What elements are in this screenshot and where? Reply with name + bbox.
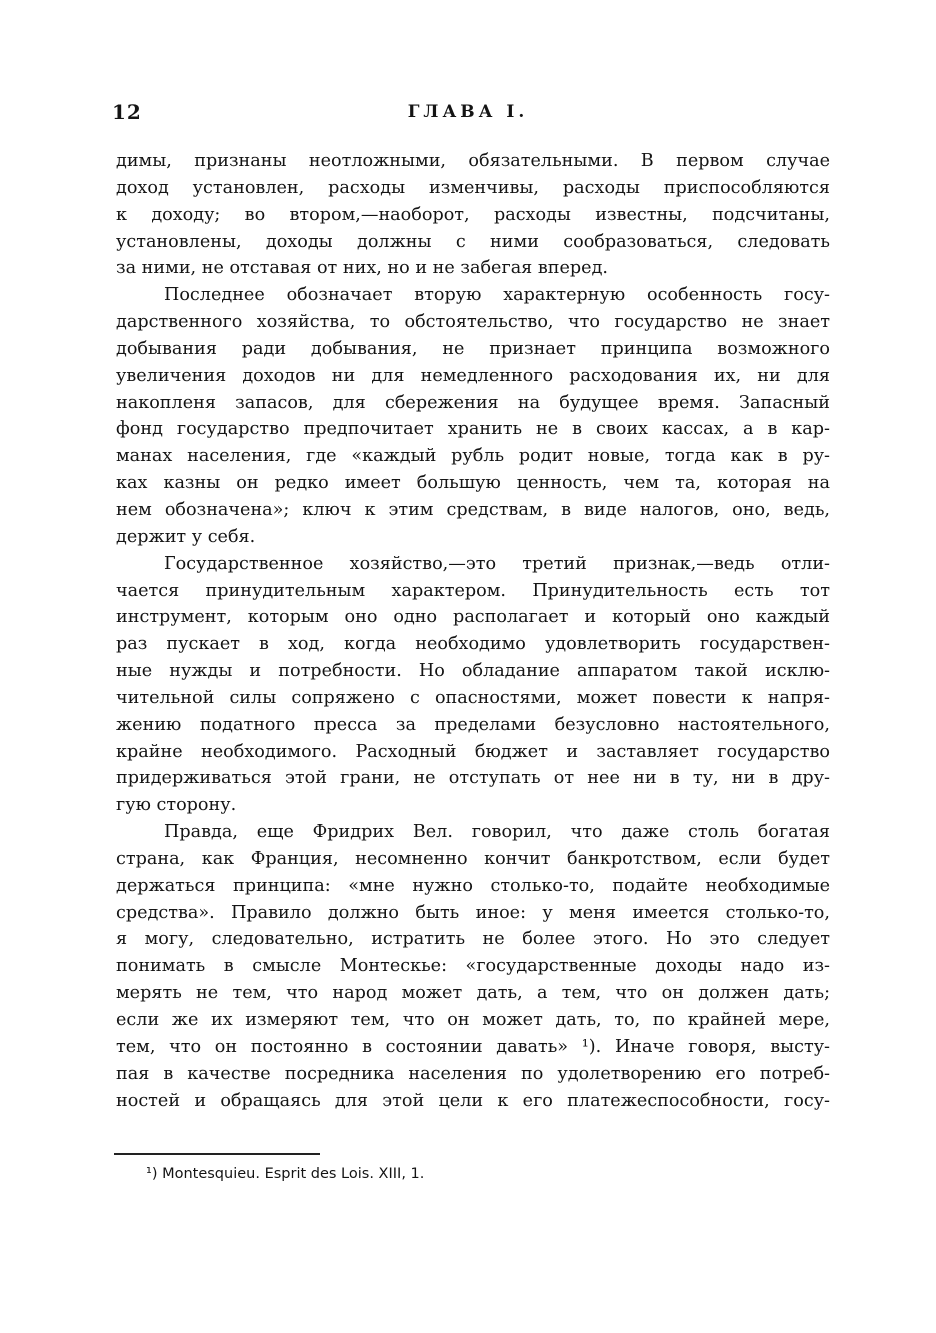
text-line: чительной силы сопряжено с опасностями, может повести к напря- [116, 687, 830, 708]
text-line: Государственное хозяйство,—это третий признак,—ведь отли- [164, 553, 830, 574]
body-text [116, 148, 830, 1114]
text-line: гую сторону. [116, 795, 237, 816]
text-line: раз пускает в ход, когда необходимо удовлетворить государствен- [116, 634, 830, 655]
running-head: ГЛАВА I. [407, 102, 529, 122]
text-line: фонд государство предпочитает хранить не в своих кассах, а в кар- [116, 419, 830, 440]
paragraph-1 [116, 148, 830, 282]
text-line: если же их измеряют тем, что он может дать, то, по крайней мере, [116, 1010, 830, 1030]
text-line: доход установлен, расходы изменчивы, расходы приспособляются [116, 177, 830, 198]
footnote-divider [114, 1153, 320, 1155]
text-line: увеличения доходов ни для немедленного расходования их, ни для [116, 365, 830, 386]
text-line: ные нужды и потребности. Но обладание аппаратом такой исклю- [116, 661, 830, 682]
text-line: ностей и обращаясь для этой цели к его платежеспособности, госу- [116, 1090, 830, 1111]
paragraph-4 [116, 819, 830, 1114]
text-line: крайне необходимого. Расходный бюджет и заставляет государство [116, 741, 830, 762]
text-line: накопленя запасов, для сбережения на будущее время. Запасный [116, 392, 830, 413]
text-line: страна, как Франция, несомненно кончит банкротством, если будет [116, 848, 830, 869]
text-line: жению податного пресса за пределами безусловно настоятельного, [116, 714, 830, 735]
text-line: к доходу; во втором,—наоборот, расходы известны, подсчитаны, [116, 204, 830, 225]
text-line: тем, что он постоянно в состоянии давать» ¹). Иначе говоря, высту- [116, 1036, 830, 1057]
text-line: понимать в смысле Монтескье: «государственные доходы надо из- [116, 956, 830, 977]
text-line: дарственного хозяйства, то обстоятельство, что государство не знает [116, 312, 830, 333]
text-line: пая в качестве посредника населения по удолетворению его потреб- [116, 1063, 830, 1084]
text-line: я могу, следовательно, истратить не более этого. Но это следует [116, 929, 830, 950]
text-line: средства». Правило должно быть иное: у меня имеется столько-то, [116, 902, 830, 923]
text-line: придерживаться этой грани, не отступать от нее ни в ту, ни в дру- [116, 768, 830, 789]
text-line: добывания ради добывания, не признает принципа возможного [116, 338, 830, 359]
text-line: чается принудительным характером. Принудительность есть тот [116, 580, 830, 601]
text-line: нем обозначена»; ключ к этим средствам, в виде налогов, оно, ведь, [116, 499, 830, 520]
footnote: ¹) Montesquieu. Esprit des Lois. XIII, 1. [146, 1166, 425, 1182]
text-line: держаться принципа: «мне нужно столько-то, подайте необходимые [116, 875, 830, 896]
text-line: держит у себя. [116, 526, 256, 547]
text-line: димы, признаны неотложными, обязательными. В первом случае [116, 151, 830, 171]
text-line: за ними, не отставая от них, но и не забегая вперед. [116, 258, 609, 279]
paragraph-2 [116, 282, 830, 550]
text-line: Правда, еще Фридрих Вел. говорил, что даже столь богатая [164, 822, 830, 843]
text-line: установлены, доходы должны с ними сообразоваться, следовать [116, 231, 830, 252]
text-line: манах населения, где «каждый рубль родит новые, тогда как в ру- [116, 446, 830, 467]
text-line: Последнее обозначает вторую характерную особенность госу- [164, 285, 830, 306]
page-number: 12 [112, 100, 142, 124]
paragraph-3 [116, 551, 830, 819]
text-line: мерять не тем, что народ может дать, а тем, что он должен дать; [116, 983, 830, 1004]
text-line: ках казны он редко имеет большую ценность, чем та, которая на [116, 473, 830, 494]
text-line: инструмент, которым оно одно располагает и который оно каждый [116, 607, 830, 628]
